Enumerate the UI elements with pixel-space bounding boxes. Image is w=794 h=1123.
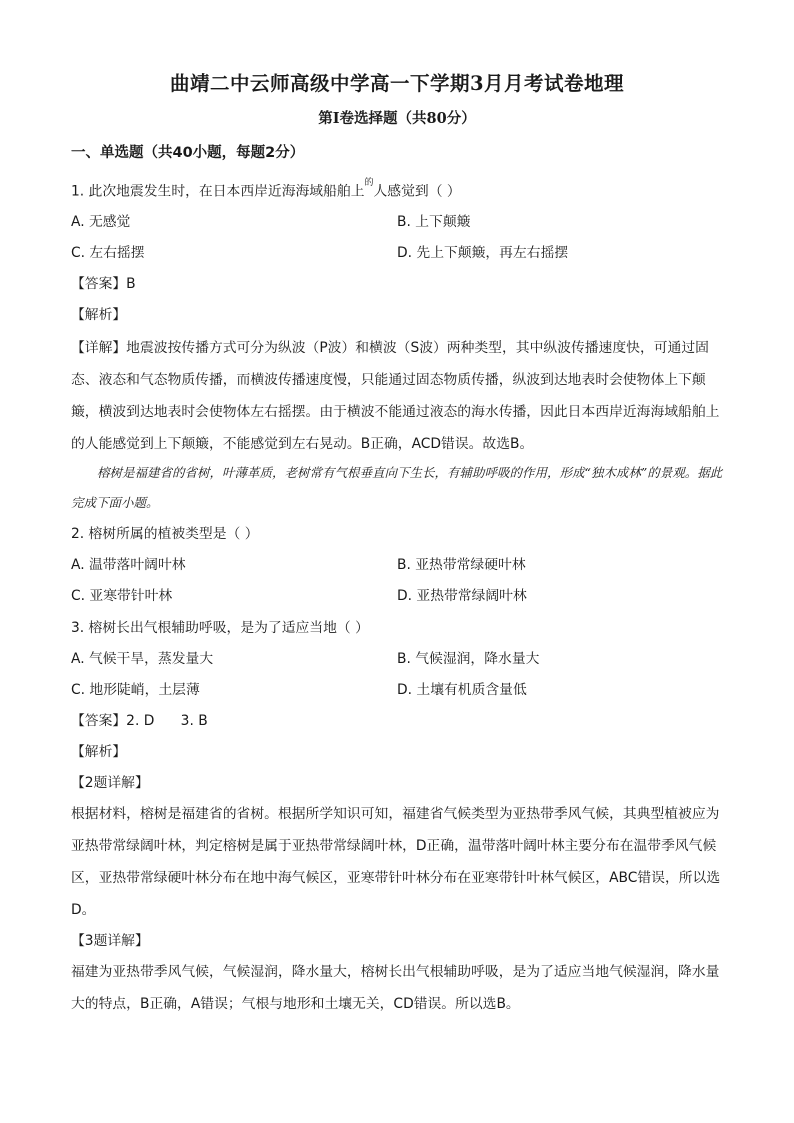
question-1-detail: 【详解】地震波按传播方式可分为纵波（P波）和横波（S波）两种类型，其中纵波传播速度快，可通过固态、液态和气态物质传播，而横波传播速度慢，只能通过固态物质传播，纵波到达地表时会使物体上下颠簸，横波到达地表时会使物体左右摇摆。由于横波不能通过液态的海水传播，因此日本西岸近海海域船舶上的人能感觉到上下颠簸，不能感觉到左右晃动。B正确，ACD错误。故选B。 [71,340,720,452]
question-1-stem [71,178,461,202]
question-1-stem-text: 1. 此次地震发生时，在日本西岸近海海域船舶上 [71,183,365,200]
question-3-option-b: B. 气候湿润，降水量大 [397,651,540,667]
question-1-option-a: A. 无感觉 [71,214,131,230]
section-heading: 一、单选题（共40小题，每题2分） [71,145,305,161]
question-2-detail-label: 【2题详解】 [71,775,149,791]
question-2-stem: 2. 榕树所属的植被类型是（ ） [71,526,259,542]
exam-title: 曲靖二中云师高级中学高一下学期3月月考试卷地理 [169,72,625,95]
question-3-option-a: A. 气候干旱，蒸发量大 [71,651,214,667]
reading-material: 榕树是福建省的省树，叶薄革质，老树常有气根垂直向下生长，有辅助呼吸的作用，形成“独木成林”的景观。据此完成下面小题。 [71,465,723,510]
questions-2-3-answers: 【答案】2. D 3. B [71,713,208,729]
question-2-detail: 根据材料，榕树是福建省的省树。根据所学知识可知，福建省气候类型为亚热带季风气候，其典型植被应为亚热带常绿阔叶林，判定榕树是属于亚热带常绿阔叶林，D正确，温带落叶阔叶林主要分布在温带季风气候区，亚热带常绿硬叶林分布在地中海气候区，亚寒带针叶林分布在亚寒带针叶林气候区，ABC错误，所以选D。 [71,806,721,918]
part-heading: 第Ⅰ卷选择题（共80分） [318,110,476,127]
question-2-option-d: D. 亚热带常绿阔叶林 [397,588,527,604]
question-1-superscript: 的 [364,178,374,188]
question-1-stem-end: 人感觉到（ ） [373,183,461,200]
question-1-option-c: C. 左右摇摆 [71,245,145,261]
question-1-answer: 【答案】B [71,276,136,292]
question-1-analysis-label: 【解析】 [71,307,127,323]
question-3-detail-label: 【3题详解】 [71,933,149,949]
question-1-option-b: B. 上下颠簸 [397,214,471,230]
questions-2-3-analysis-label: 【解析】 [71,744,127,760]
question-2-option-c: C. 亚寒带针叶林 [71,588,173,604]
question-3-option-c: C. 地形陡峭，土层薄 [71,682,200,698]
question-2-option-b: B. 亚热带常绿硬叶林 [397,557,526,573]
question-3-detail: 福建为亚热带季风气候，气候湿润，降水量大，榕树长出气根辅助呼吸，是为了适应当地气候湿润，降水量大的特点，B正确，A错误；气根与地形和土壤无关，CD错误。所以选B。 [71,964,720,1012]
question-2-option-a: A. 温带落叶阔叶林 [71,557,186,573]
question-3-stem: 3. 榕树长出气根辅助呼吸，是为了适应当地（ ） [71,620,369,636]
question-1-option-d: D. 先上下颠簸，再左右摇摆 [397,245,569,261]
question-3-option-d: D. 土壤有机质含量低 [397,682,527,698]
